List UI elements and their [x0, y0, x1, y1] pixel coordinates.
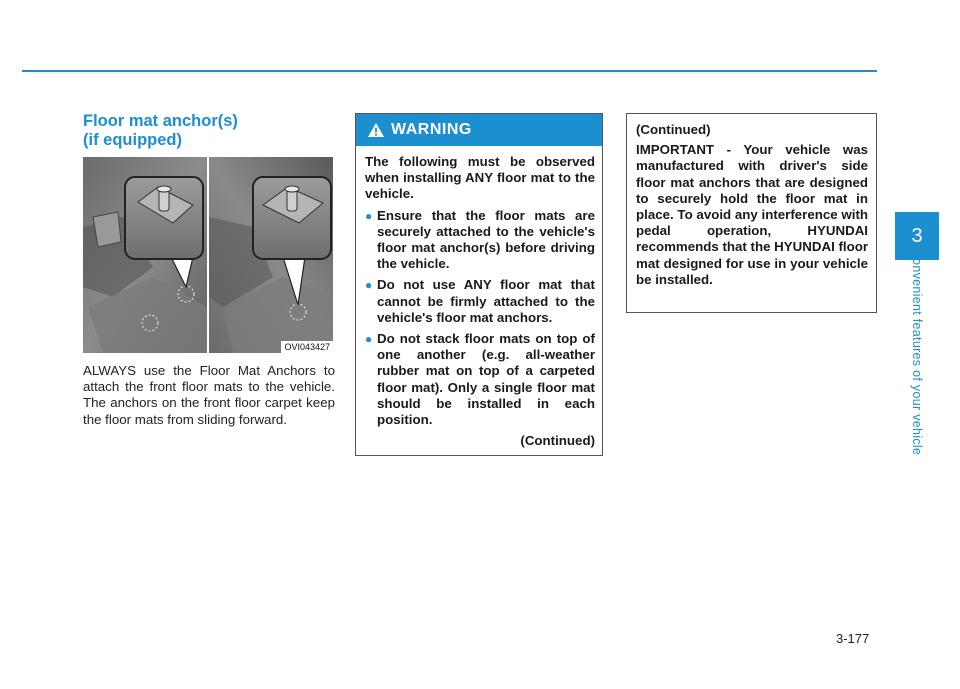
figure-caption: OVI043427 [281, 341, 333, 353]
chapter-tab: 3 [895, 212, 939, 260]
warning-triangle-icon [368, 123, 384, 137]
section-heading-line-1: Floor mat anchor(s) [83, 112, 238, 130]
top-divider [22, 70, 877, 72]
chapter-title: Convenient features of your vehicle [910, 248, 924, 456]
warning-item-text: Do not use ANY floor mat that cannot be firmly attached to the vehicle's floor mat anchors. [377, 277, 595, 325]
warning-list-item [365, 331, 595, 428]
continued-text: IMPORTANT - Your vehicle was manufactured with driver's side floor mat anchors that are designed to securely hold the floor mat in place. To avoid any interference with pedal operation, HYUNDAI recommends that the HYUNDAI floor mat designed for use in your vehicle be installed. [636, 142, 868, 287]
warning-item-text: Do not stack floor mats on top of one another (e.g. all-weather rubber mat on top of a carpeted floor mat). Only a single floor mat should be installed in each position. [377, 331, 595, 428]
warning-list-item [365, 277, 595, 326]
warning-body [356, 146, 602, 449]
warning-intro: The following must be observed when installing ANY floor mat to the vehicle. [365, 154, 595, 202]
section-heading [83, 112, 333, 150]
body-paragraph: ALWAYS use the Floor Mat Anchors to attach the front floor mats to the vehicle. The anchors on the front floor carpet keep the floor mats from sliding forward. [83, 363, 335, 427]
bullet-icon: ● [365, 278, 373, 293]
warning-item-text: Ensure that the floor mats are securely attached to the vehicle's floor mat anchor(s) before driving the vehicle. [377, 207, 595, 272]
page-number: 3-177 [836, 631, 870, 646]
bullet-icon: ● [365, 332, 373, 347]
warning-title: WARNING [391, 121, 472, 138]
warning-continued: (Continued) [520, 433, 595, 449]
warning-list [365, 208, 595, 429]
continued-label: (Continued) [636, 122, 711, 137]
warning-header [356, 114, 602, 146]
floor-mat-anchor-drawing [83, 157, 333, 353]
continued-box [626, 113, 877, 313]
warning-box [355, 113, 603, 456]
bullet-icon: ● [365, 208, 373, 223]
floor-mat-anchor-illustration [83, 157, 333, 353]
warning-list-item [365, 208, 595, 273]
section-heading-line-2: (if equipped) [83, 131, 182, 149]
